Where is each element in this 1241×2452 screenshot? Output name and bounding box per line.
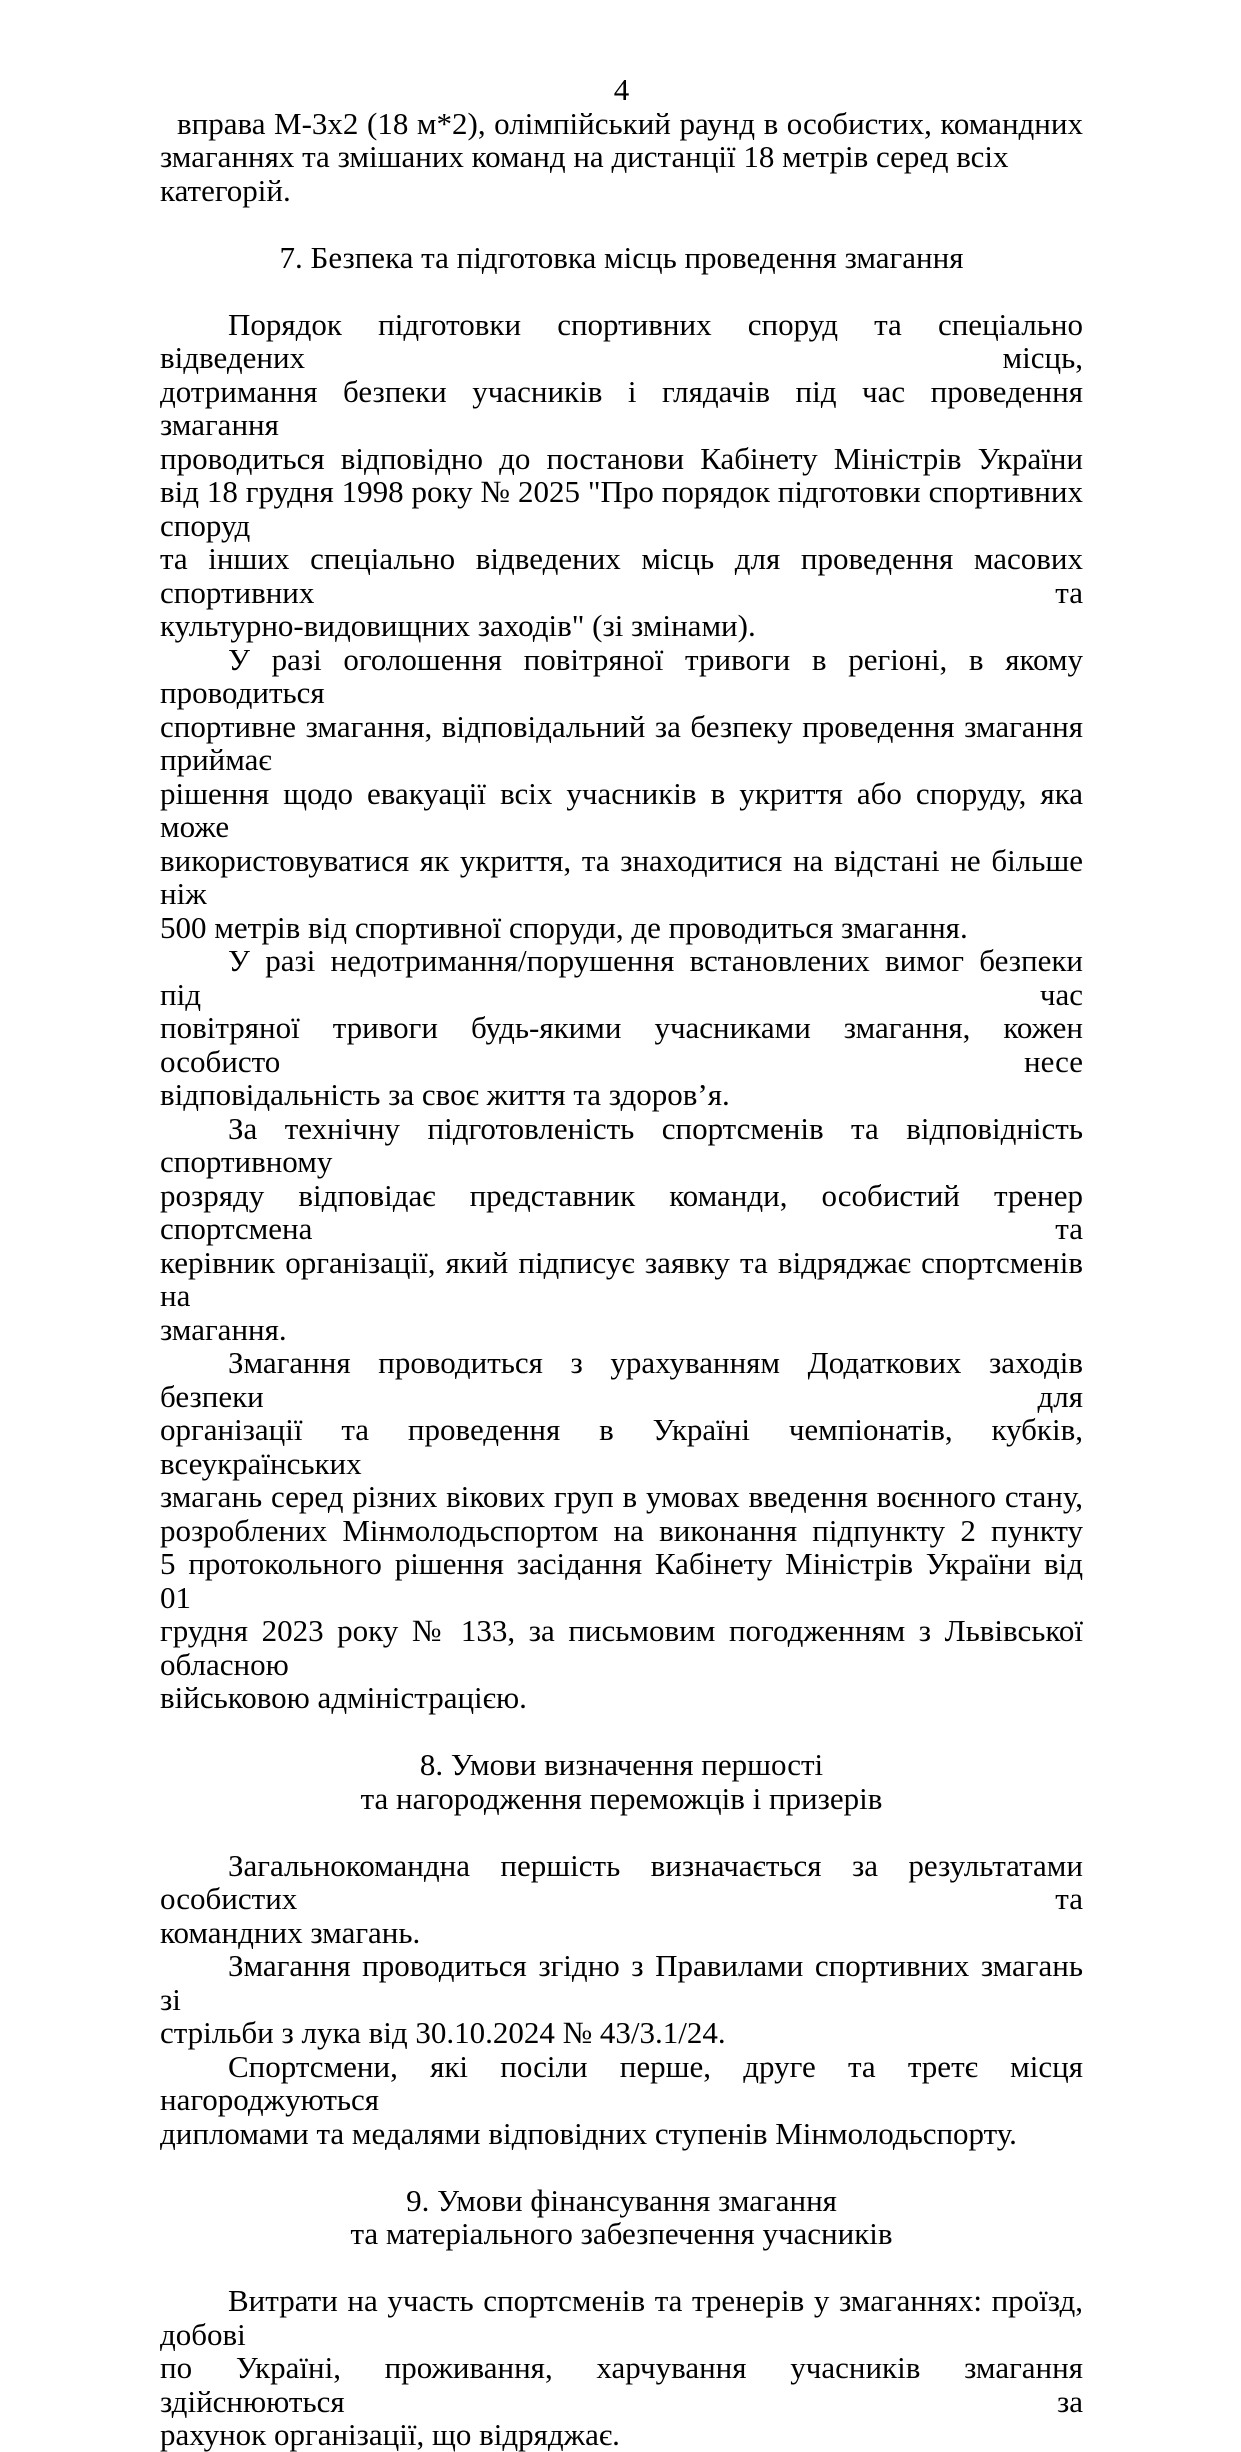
text-line: Спортсмени, які посіли перше, друге та третє місця нагороджуються: [160, 2048, 1083, 2117]
text-line: рішення щодо евакуації всіх учасників в укриття або споруду, яка може: [160, 775, 1083, 844]
paragraph: [160, 944, 1083, 1112]
heading-line: 7. Безпека та підготовка місць проведення змагання: [279, 239, 964, 275]
text-line: грудня 2023 року № 133, за письмовим погодженням з Львівської обласною: [160, 1613, 1083, 1682]
text-line: дипломами та медалями відповідних ступенів Мінмолодьспорту.: [160, 2115, 1017, 2151]
document-body: [160, 107, 1083, 2452]
text-line: За технічну підготовленість спортсменів та відповідність спортивному: [160, 1110, 1083, 1179]
heading-line: та матеріального забезпечення учасників: [350, 2216, 893, 2251]
text-line: 5 протокольного рішення засідання Кабінету Міністрів України від 01: [160, 1546, 1083, 1615]
section-heading: [160, 1748, 1083, 1815]
text-line: змагань серед різних вікових груп в умовах введення воєнного стану,: [160, 1479, 1083, 1514]
text-line: проводиться відповідно до постанови Кабінету Міністрів України: [160, 440, 1083, 476]
text-line: відповідальність за своє життя та здоров’я.: [160, 1077, 730, 1112]
text-line: дотримання безпеки учасників і глядачів під час проведення змагання: [160, 373, 1083, 442]
page-number: 4: [613, 72, 630, 107]
text-line: спортивне змагання, відповідальний за безпеку проведення змагання приймає: [160, 708, 1083, 777]
paragraph: [160, 107, 1083, 208]
text-line: організації та проведення в Україні чемпіонатів, кубків, всеукраїнських: [160, 1412, 1083, 1481]
paragraph: [160, 1112, 1083, 1347]
paragraph: [160, 308, 1083, 643]
text-line: Витрати на участь спортсменів та тренерів у змаганнях: проїзд, добові: [160, 2283, 1083, 2352]
text-line: військовою адміністрацією.: [160, 1680, 527, 1715]
text-line: У разі оголошення повітряної тривоги в регіоні, в якому проводиться: [160, 641, 1083, 710]
text-line: У разі недотримання/порушення встановлених вимог безпеки під час: [160, 943, 1083, 1012]
text-line: стрільби з лука від 30.10.2024 № 43/3.1/24.: [160, 2015, 726, 2050]
section-heading: [160, 2184, 1083, 2251]
text-line: Загальнокомандна першість визначається за результатами особистих та: [160, 1847, 1083, 1916]
heading-line: 8. Умови визначення першості: [419, 1747, 824, 1782]
text-line: змагання.: [160, 1311, 287, 1347]
text-line: вправа М-3х2 (18 м*2), олімпійський раунд в особистих, командних: [177, 105, 1083, 141]
text-line: керівник організації, який підписує заявку та відряджає спортсменів на: [160, 1244, 1083, 1313]
section-heading: [160, 241, 1083, 275]
text-line: командних змагань.: [160, 1914, 421, 1950]
paragraph: [160, 2284, 1083, 2452]
text-line: рахунок організації, що відряджає.: [160, 2417, 620, 2452]
text-line: культурно-видовищних заходів" (зі змінами).: [160, 608, 756, 643]
heading-line: та нагородження переможців і призерів: [360, 1780, 883, 1816]
text-line: розряду відповідає представник команди, особистий тренер спортсмена та: [160, 1177, 1083, 1246]
text-line: Змагання проводиться згідно з Правилами спортивних змагань зі: [160, 1948, 1083, 2017]
text-line: від 18 грудня 1998 року № 2025 "Про порядок підготовки спортивних споруд: [160, 474, 1083, 543]
text-line: використовуватися як укриття, та знаходитися на відстані не більше ніж: [160, 842, 1083, 911]
paragraph: [160, 1346, 1083, 1715]
text-line: повітряної тривоги будь-якими учасниками змагання, кожен особисто несе: [160, 1010, 1083, 1079]
paragraph: [160, 1849, 1083, 1950]
paragraph: [160, 1949, 1083, 2050]
paragraph: [160, 2050, 1083, 2151]
text-line: Порядок підготовки спортивних споруд та спеціально відведених місць,: [160, 306, 1083, 375]
heading-line: 9. Умови фінансування змагання: [406, 2182, 837, 2218]
paragraph: [160, 643, 1083, 945]
text-line: по Україні, проживання, харчування учасників змагання здійснюються за: [160, 2350, 1083, 2419]
text-line: змаганнях та змішаних команд на дистанції 18 метрів серед всіх категорій.: [160, 139, 1009, 208]
text-line: розроблених Мінмолодьспортом на виконання підпункту 2 пункту: [160, 1512, 1083, 1548]
text-line: Змагання проводиться з урахуванням Додаткових заходів безпеки для: [160, 1345, 1083, 1414]
text-line: та інших спеціально відведених місць для проведення масових спортивних та: [160, 541, 1083, 610]
text-line: 500 метрів від спортивної споруди, де проводиться змагання.: [160, 909, 968, 945]
